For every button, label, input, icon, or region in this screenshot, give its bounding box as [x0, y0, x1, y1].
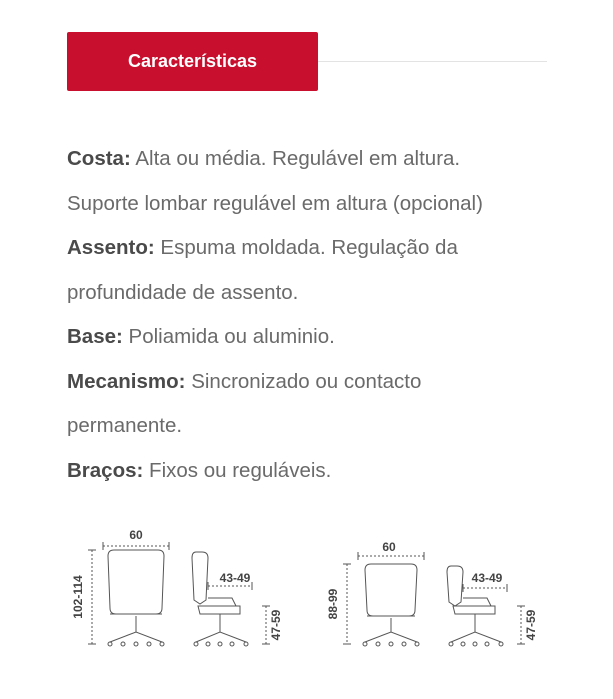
spec-assento-continued [67, 271, 587, 316]
tab-bar [67, 32, 547, 92]
depth-label: 43-49 [219, 571, 251, 585]
spec-costa [67, 137, 587, 182]
width-label: 60 [129, 528, 143, 542]
spec-base [67, 315, 587, 360]
spec-mecanismo-continued [67, 404, 587, 449]
spec-label: Costa: [67, 147, 131, 170]
tab-caracteristicas[interactable] [67, 32, 318, 91]
spec-value: Espuma moldada. Regulação da [160, 236, 458, 259]
spec-value: profundidade de assento. [67, 280, 299, 304]
height-label: 102-114 [71, 575, 85, 619]
height-label: 88-99 [326, 588, 340, 620]
spec-value: Sincronizado ou contacto [191, 369, 422, 393]
spec-label: Base: [67, 325, 123, 348]
spec-label: Assento: [67, 236, 155, 259]
chair-dimensions-drawing [325, 520, 545, 660]
spec-label: Mecanismo: [67, 369, 186, 393]
spec-value: Suporte lombar regulável em altura (opcional) [67, 191, 483, 215]
seat-height-label: 47-59 [269, 609, 283, 641]
spec-label: Braços: [67, 458, 144, 482]
tab-label: Características [127, 51, 258, 71]
spec-value: Fixos ou reguláveis. [149, 458, 332, 482]
dimension-diagram-high-back [70, 520, 290, 660]
depth-label: 43-49 [471, 571, 503, 585]
spec-costa-continued [67, 182, 587, 227]
spec-assento [67, 226, 587, 271]
dimension-diagram-medium-back [325, 520, 545, 660]
tab-divider [318, 61, 547, 62]
specifications-list [67, 137, 587, 493]
spec-mecanismo [67, 360, 587, 405]
seat-height-label: 47-59 [524, 609, 538, 641]
spec-value: Alta ou média. Regulável em altura. [135, 147, 461, 170]
spec-value: permanente. [67, 414, 183, 437]
spec-value: Poliamida ou aluminio. [128, 325, 335, 348]
spec-bracos [67, 449, 587, 494]
width-label: 60 [382, 540, 396, 554]
chair-dimensions-drawing [70, 520, 290, 660]
